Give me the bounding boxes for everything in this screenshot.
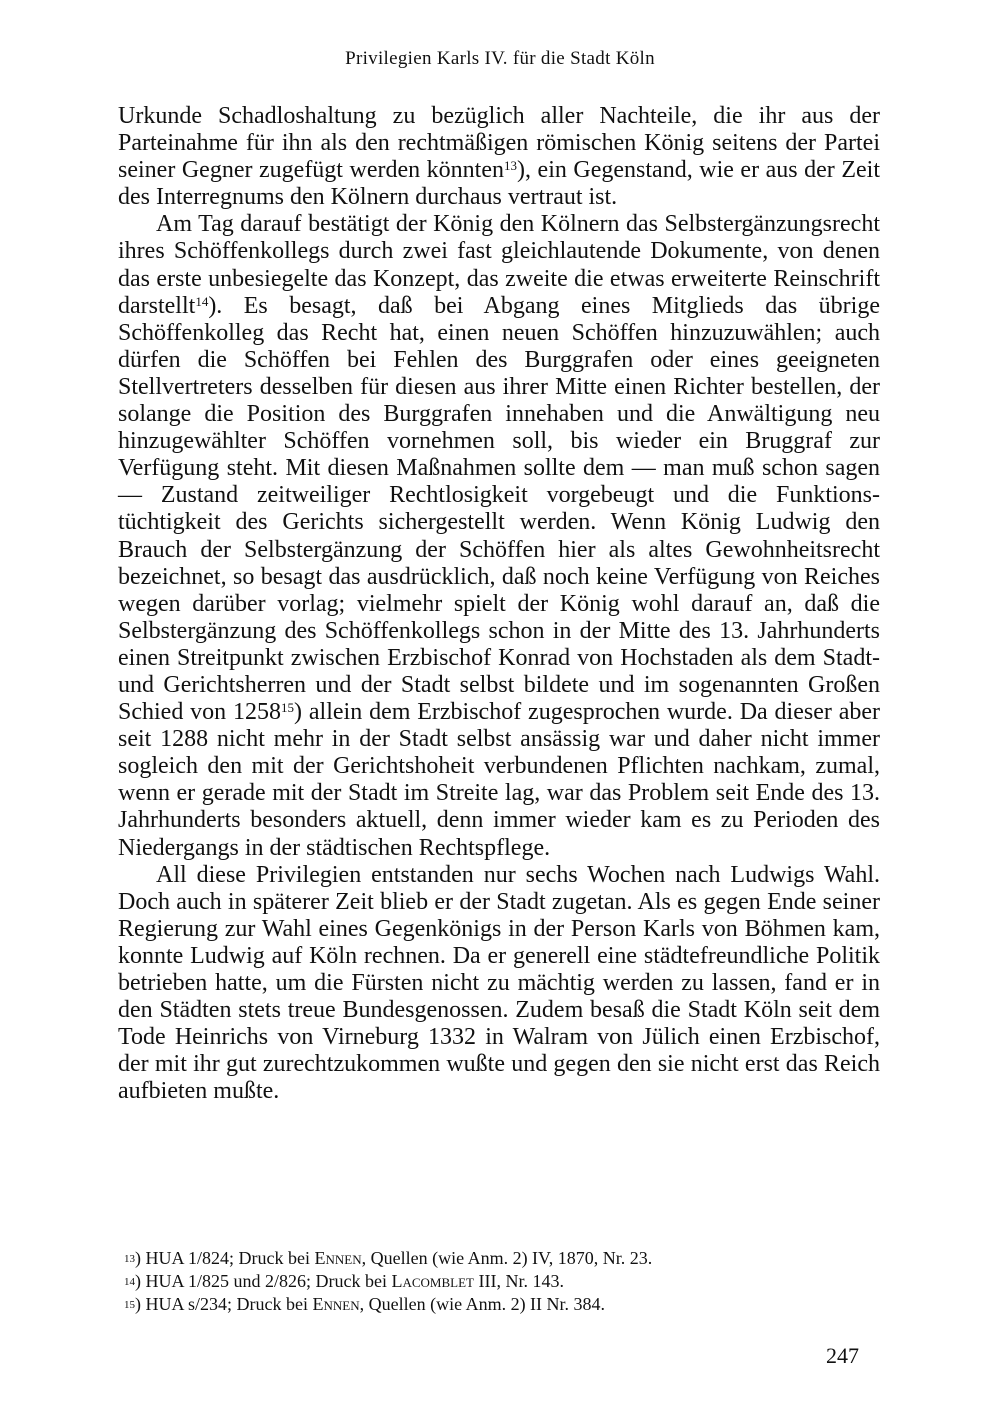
paragraph-3: All diese Privilegien entstanden nur sechs Wochen nach Ludwigs Wahl. Doch auch in späterer Zeit blieb er der Stadt zugetan. Als es gegen Ende seiner Regierung zur Wahl eines Gegenkönigs in der Person Karls von Böhmen kam, konnte Ludwig auf Köln rechnen. Da er generell eine städtefreundliche Politik betrieben hatte, um die Fürsten nicht zu mächtig werden zu lassen, fand er in den Städten stets treue Bundesgenossen. Zudem besaß die Stadt Köln seit dem Tode Heinrichs von Virneburg 1332 in Walram von Jülich einen Erzbischof, der mit ihr gut zurechtzukommen wußte und gegen den sie nicht erst das Reich aufbieten mußte. (118, 861, 880, 1105)
paragraph-2-text-c: ) allein dem Erzbischof zugesprochen wurde. Da dieser aber seit 1288 nicht mehr in der Stadt selbst ansässig war und daher nicht immer sogleich den mit der Gerichtshoheit verbundenen Pflichten nachkam, zumal, wenn er gerade mit der Stadt im Streite lag, war das Problem seit Ende des 13. Jahrhunderts besonders aktuell, denn immer wieder kam es zu Perioden des Niedergangs in der städtischen Rechtspflege. (118, 699, 880, 861)
paragraph-2-text-a: Am Tag darauf bestätigt der König den Kölnern das Selbstergänzungsrecht ihres Schöffenkollegs durch zwei fast gleichlautende Dokumente, von denen das erste unbesiegelte das Konzept, das zweite die etwas erweiterte Reinschrift darstellt (118, 211, 880, 319)
body-text (118, 103, 880, 1105)
footnote-14 (124, 1270, 884, 1293)
footnote-15 (124, 1293, 884, 1316)
footnote-number: 14 (124, 1276, 135, 1288)
footnote-text-end: , Quellen (wie Anm. 2) II Nr. 384. (359, 1294, 606, 1314)
footnote-text-end: III, Nr. 143. (473, 1271, 564, 1291)
paragraph-1-text: Urkunde Schadloshaltung zu bezüglich aller Nachteile, die ihr aus der Parteinahme für ihn als den rechtmäßigen römischen König seitens der Partei seiner Gegner zugefügt werden könnten (118, 103, 880, 184)
paragraph-2-text-b: ). Es besagt, daß bei Abgang eines Mitglieds das übrige Schöffenkolleg das Recht hat, einen neuen Schöffen hinzuzuwählen; auch dürfen die Schöffen bei Fehlen des Burggrafen oder eines geeigneten Stellvertreters desselben für diesen aus ihrer Mitte einen Richter bestellen, der solange die Position des Burggrafen innehaben und die Anwältigung neu hinzugewählter Schöffen vornehmen soll, bis wieder ein Bruggraf zur Verfügung steht. Mit diesen Maßnahmen sollte dem — man muß schon sagen — Zustand zeitweiliger Rechtlosigkeit vorgebeugt und die Funktionstüchtigkeit des Gerichts sichergestellt werden. Wenn König Ludwig den Brauch der Selbstergänzung der Schöffen hier als altes Gewohnheitsrecht bezeichnet, so besagt das ausdrücklich, daß noch keine Verfügung von Reiches wegen darüber vorlag; vielmehr spielt der König wohl darauf an, daß die Selbstergänzung des Schöffenkollegs schon in der Mitte des 13. Jahrhunderts einen Streitpunkt zwischen Erzbischof Konrad von Hochstaden als dem Stadt- und Gerichtsherren und der Stadt selbst bildete und im sogenannten Großen Schied von 1258 (118, 292, 880, 726)
paragraph-1-end: ), ein Gegenstand, wie er aus der Zeit des Interregnums den Kölnern durchaus vertraut ist. (118, 157, 880, 211)
footnotes (124, 1247, 884, 1316)
footnote-ref-13: 13 (504, 158, 518, 174)
footnote-text-end: , Quellen (wie Anm. 2) IV, 1870, Nr. 23. (361, 1248, 653, 1268)
footnote-author: Ennen (314, 1248, 362, 1268)
footnote-13 (124, 1247, 884, 1270)
paragraph-2 (118, 211, 880, 861)
page-number: 247 (826, 1343, 859, 1368)
footnote-text-start: ) HUA s/234; Druck bei (135, 1294, 313, 1314)
footnote-text-start: ) HUA 1/825 und 2/826; Druck bei (135, 1271, 392, 1291)
footnote-author: Ennen (312, 1294, 360, 1314)
footnote-text-start: ) HUA 1/824; Druck bei (135, 1248, 315, 1268)
running-title: Privilegien Karls IV. für die Stadt Köln (345, 48, 655, 69)
footnote-number: 15 (124, 1299, 135, 1311)
paragraph-1 (118, 103, 880, 211)
footnote-author: Lacomblet (391, 1271, 474, 1291)
footnote-number: 13 (124, 1253, 135, 1265)
footnote-ref-15: 15 (281, 700, 295, 716)
footnote-ref-14: 14 (195, 293, 209, 309)
